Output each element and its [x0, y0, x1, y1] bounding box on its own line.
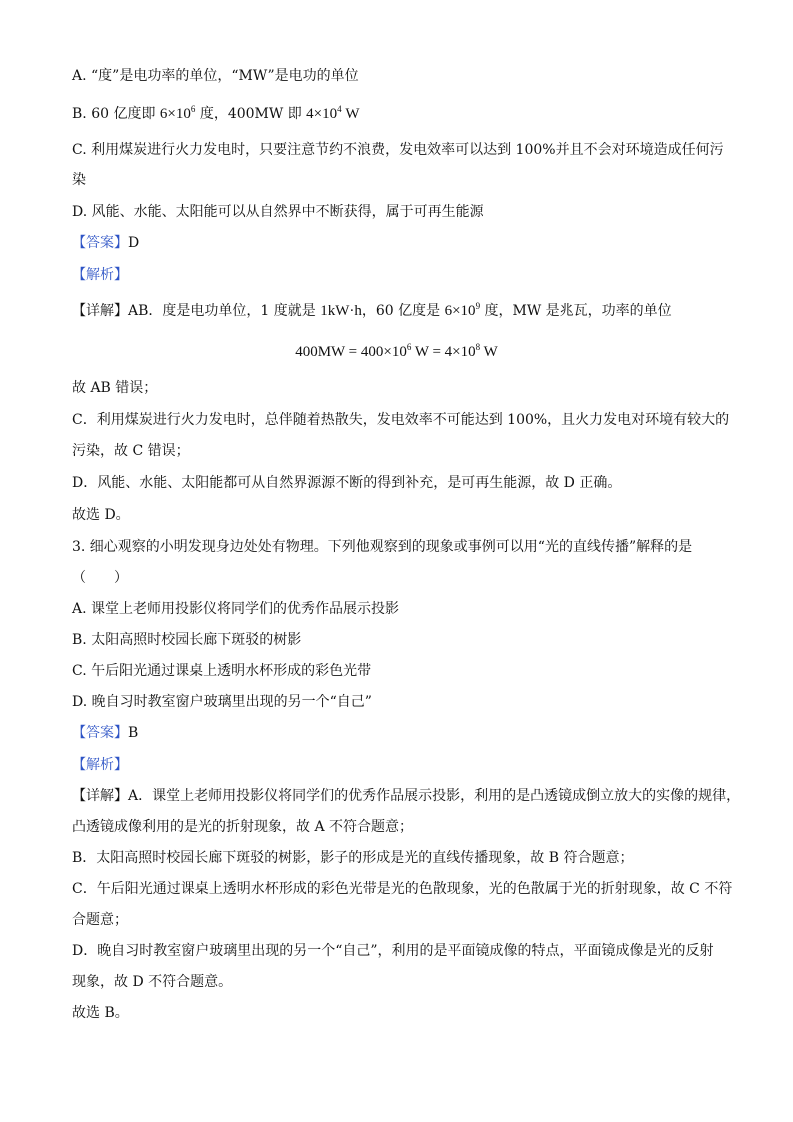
- detail-2-b-text: B．太阳高照时校园长廊下斑驳的树影，影子的形成是光的直线传播现象，故 B 符合题意；: [72, 850, 634, 866]
- choose-2: [72, 1003, 722, 1023]
- choose-1-text: 故选 D。: [72, 507, 130, 523]
- q3-option-d-text: D. 晚自习时教室窗户玻璃里出现的另一个“自己”: [72, 694, 372, 710]
- analysis-label-2: [72, 755, 722, 775]
- explain-d-text: D．风能、水能、太阳能都可从自然界源源不断的得到补充，是可再生能源，故 D 正确。: [72, 475, 622, 491]
- detail-2-c-line-2: [72, 910, 722, 930]
- option-b-exponent-2: 4: [337, 104, 342, 114]
- detail-2-d-text-2: 现象，故 D 不符合题意。: [72, 974, 233, 990]
- option-b-mantissa-2: 4×10: [306, 106, 338, 122]
- detail-2-c-line-1: [72, 879, 733, 899]
- detail-1-suffix: 度，MW 是兆瓦，功率的单位: [480, 303, 672, 319]
- answer-2: [72, 723, 722, 743]
- equation-part-c: W: [480, 344, 498, 360]
- equation-part-b: W = 4×10: [411, 344, 476, 360]
- option-d-text: D. 风能、水能、太阳能可以从自然界中不断获得，属于可再生能源: [72, 204, 484, 220]
- explain-c-line-2: [72, 441, 722, 461]
- option-a-text: A. “度”是电功率的单位，“MW”是电功的单位: [72, 68, 359, 84]
- detail-1-middle: ，60 亿度是: [361, 303, 445, 319]
- explain-c-text-1: C．利用煤炭进行火力发电时，总伴随着热散失，发电效率不可能达到 100%，且火力发电对环境有较大的: [72, 412, 730, 428]
- q3-option-d: [72, 692, 722, 712]
- detail-1-math: [445, 303, 480, 319]
- detail-2-b: [72, 848, 722, 868]
- ab-wrong-text: 故 AB 错误；: [72, 380, 158, 396]
- answer-label-1: 【答案】: [72, 235, 128, 251]
- option-b-math-2: [306, 106, 341, 122]
- option-b-prefix: B. 60 亿度即: [72, 106, 160, 122]
- option-b-mantissa-1: 6×10: [159, 106, 191, 122]
- option-c-text-1: C. 利用煤炭进行火力发电时，只要注意节约不浪费，发电效率可以达到 100%并且不会对环境造成任何污: [72, 142, 724, 158]
- option-b-math-1: [160, 106, 195, 122]
- answer-value-1: D: [128, 235, 140, 251]
- option-d: [72, 202, 722, 222]
- option-b-suffix: W: [341, 106, 360, 122]
- analysis-heading-2: 【解析】: [72, 757, 128, 773]
- detail-label-2: 【详解】: [72, 788, 128, 804]
- analysis-heading-1: 【解析】: [72, 267, 128, 283]
- detail-2-a-text-1: A．课堂上老师用投影仪将同学们的优秀作品展示投影，利用的是凸透镜成倒立放大的实像的规律，: [128, 788, 741, 804]
- q3-option-b: [72, 630, 722, 650]
- q3-option-c: [72, 661, 722, 681]
- question-3-line-1: [72, 537, 722, 557]
- detail-2-c-text-2: 合题意；: [72, 912, 128, 928]
- detail-2-c-text-1: C．午后阳光通过课桌上透明水杯形成的彩色光带是光的色散现象，光的色散属于光的折射现象，故 C 不符: [72, 881, 733, 897]
- equation-1: [0, 342, 793, 362]
- q3-option-a-text: A. 课堂上老师用投影仪将同学们的优秀作品展示投影: [72, 601, 400, 617]
- option-b-exponent-1: 6: [190, 104, 196, 114]
- analysis-label-1: [72, 265, 722, 285]
- option-b-middle: 度，400MW 即: [195, 106, 307, 122]
- q3-option-c-text: C. 午后阳光通过课桌上透明水杯形成的彩色光带: [72, 663, 372, 679]
- option-a: [72, 66, 722, 86]
- detail-1-mantissa: 6×10: [444, 303, 476, 319]
- choose-2-text: 故选 B。: [72, 1005, 129, 1021]
- option-c-text-2: 染: [72, 172, 86, 188]
- question-3-text-2: （ ）: [72, 570, 128, 586]
- detail-2-a-line-2: [72, 817, 722, 837]
- question-3-line-2: [72, 568, 722, 588]
- choose-1: [72, 505, 722, 525]
- detail-1-line-1: [72, 301, 722, 321]
- detail-2-d-line-2: [72, 972, 722, 992]
- answer-value-2: B: [128, 725, 139, 741]
- option-c-line-2: [72, 170, 722, 190]
- explain-d: [72, 473, 722, 493]
- detail-2-d-line-1: [72, 941, 722, 961]
- q3-option-a: [72, 599, 722, 619]
- detail-1-exponent: 9: [475, 301, 481, 311]
- detail-2-d-text-1: D．晚自习时教室窗户玻璃里出现的另一个“自己”，利用的是平面镜成像的特点，平面镜成像是光的反射: [72, 943, 714, 959]
- equation-exponent-1: 6: [406, 342, 412, 352]
- option-b: [72, 104, 722, 124]
- option-c-line-1: [72, 140, 722, 160]
- answer-label-2: 【答案】: [72, 725, 128, 741]
- detail-label-1: 【详解】: [72, 303, 128, 319]
- equation-exponent-2: 8: [475, 342, 481, 352]
- answer-1: [72, 233, 722, 253]
- equation-part-a: 400MW = 400×10: [295, 344, 407, 360]
- question-3-text-1: 3. 细心观察的小明发现身边处处有物理。下列他观察到的现象或事例可以用“光的直线传播”解释的是: [72, 539, 693, 555]
- detail-2-a-text-2: 凸透镜成像利用的是光的折射现象，故 A 不符合题意；: [72, 819, 414, 835]
- ab-wrong: [72, 378, 722, 398]
- explain-c-line-1: [72, 410, 730, 430]
- explain-c-text-2: 污染，故 C 错误；: [72, 443, 190, 459]
- q3-option-b-text: B. 太阳高照时校园长廊下斑驳的树影: [72, 632, 302, 648]
- detail-1-kwh: 1kW·h: [320, 303, 362, 319]
- detail-1-prefix: AB．度是电功单位，1 度就是: [128, 303, 321, 319]
- detail-2-a-line-1: [72, 786, 741, 806]
